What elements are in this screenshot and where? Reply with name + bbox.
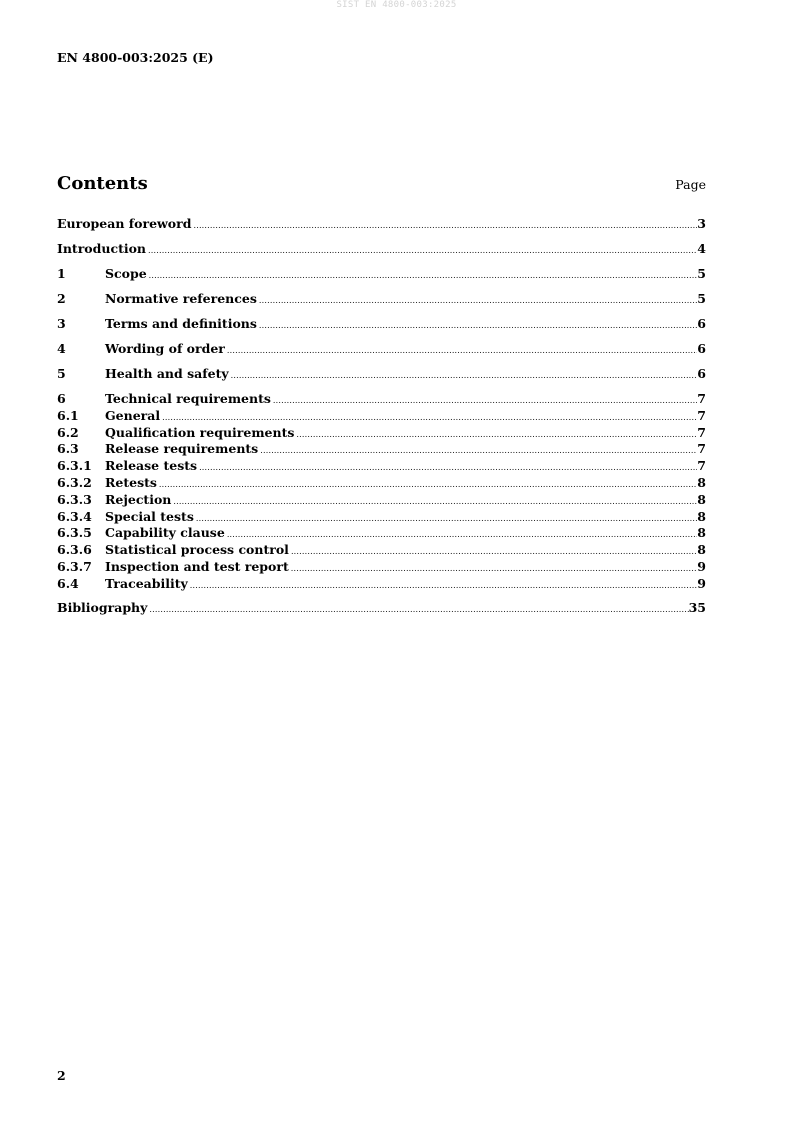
toc-entry-page: 9 xyxy=(697,558,706,574)
toc-entry-title: General xyxy=(105,407,161,423)
toc-entry[interactable] xyxy=(57,216,706,234)
toc-entry[interactable] xyxy=(57,600,706,618)
toc-entry-number: 6.3.2 xyxy=(57,474,92,490)
toc-entry-title: Special tests xyxy=(105,508,194,524)
toc-entry-page: 8 xyxy=(697,508,706,524)
toc-entry[interactable] xyxy=(57,291,706,309)
toc-entry-title: Release requirements xyxy=(105,441,259,457)
toc-entry-title: Qualification requirements xyxy=(105,424,295,440)
toc-entry[interactable] xyxy=(57,341,706,359)
toc-entry-title: Technical requirements xyxy=(105,391,271,406)
toc-entry-page: 7 xyxy=(697,424,706,440)
toc-entry-page: 8 xyxy=(697,542,706,558)
toc-entry-title: Bibliography xyxy=(57,599,148,615)
toc-entry-number: 6.3.7 xyxy=(57,558,92,574)
toc-leader-dots xyxy=(271,396,697,405)
toc-entry-number: 6.3.5 xyxy=(57,525,92,541)
toc-entry-page: 6 xyxy=(697,366,706,381)
toc-entry[interactable] xyxy=(57,441,706,458)
toc-entry-title: Terms and definitions xyxy=(105,316,257,331)
toc-entry-number: 5 xyxy=(57,366,66,381)
toc-leader-dots xyxy=(147,605,688,614)
toc-leader-dots xyxy=(229,371,698,380)
toc-entry-title: Retests xyxy=(105,474,157,490)
toc-entry[interactable] xyxy=(57,525,706,542)
toc-entry[interactable] xyxy=(57,425,706,442)
toc-leader-dots xyxy=(225,346,697,355)
toc-leader-dots xyxy=(258,446,697,455)
toc-entry-title: Release tests xyxy=(105,458,198,474)
toc-entry-page: 7 xyxy=(697,441,706,457)
toc-entry-title: Health and safety xyxy=(105,366,229,381)
toc-entry-title: Wording of order xyxy=(105,341,225,356)
toc-entry[interactable] xyxy=(57,492,706,509)
toc-entry-title: Statistical process control xyxy=(105,542,289,558)
toc-entry-page: 3 xyxy=(697,216,706,231)
toc-leader-dots xyxy=(188,581,698,590)
watermark: SIST EN 4800-003:2025 xyxy=(336,0,457,10)
toc-entry[interactable] xyxy=(57,241,706,259)
toc-entry-number: 2 xyxy=(57,291,66,306)
toc-leader-dots xyxy=(171,497,697,506)
toc-leader-dots xyxy=(160,413,697,422)
toc-leader-dots xyxy=(146,246,697,255)
toc-entry-number: 6.3.4 xyxy=(57,508,92,524)
toc-leader-dots xyxy=(289,564,698,573)
toc-leader-dots xyxy=(257,321,697,330)
toc-entry-number: 6.3.3 xyxy=(57,491,92,507)
table-of-contents xyxy=(57,216,706,618)
toc-entry[interactable] xyxy=(57,542,706,559)
toc-entry-number: 3 xyxy=(57,316,66,331)
toc-entry-number: 6.2 xyxy=(57,424,79,440)
toc-entry-number: 6.3 xyxy=(57,441,79,457)
toc-leader-dots xyxy=(257,296,697,305)
toc-entry-number: 6.3.6 xyxy=(57,542,92,558)
toc-entry[interactable] xyxy=(57,391,706,408)
toc-leader-dots xyxy=(194,514,697,523)
toc-entry[interactable] xyxy=(57,316,706,334)
toc-entry-page: 9 xyxy=(697,575,706,591)
toc-entry[interactable] xyxy=(57,266,706,284)
toc-entry-title: Traceability xyxy=(105,575,188,591)
toc-leader-dots xyxy=(294,430,697,439)
toc-entry-page: 5 xyxy=(697,291,706,306)
toc-leader-dots xyxy=(191,221,697,230)
toc-entry-title: Capability clause xyxy=(105,525,225,541)
page-number: 2 xyxy=(57,1068,66,1083)
toc-entry-number: 6.1 xyxy=(57,407,79,423)
toc-entry-title: Inspection and test report xyxy=(105,558,289,574)
page-column-label: Page xyxy=(675,177,706,192)
document-id-header: EN 4800-003:2025 (E) xyxy=(57,50,214,65)
toc-entry-page: 8 xyxy=(697,474,706,490)
toc-entry[interactable] xyxy=(57,408,706,425)
toc-entry-page: 4 xyxy=(697,241,706,256)
toc-entry-page: 8 xyxy=(697,491,706,507)
toc-leader-dots xyxy=(147,271,698,280)
toc-entry-page: 7 xyxy=(697,391,706,406)
toc-leader-dots xyxy=(225,530,697,539)
toc-entry-number: 6.3.1 xyxy=(57,458,92,474)
toc-entry-number: 1 xyxy=(57,266,66,281)
toc-entry-number: 6 xyxy=(57,391,66,406)
toc-leader-dots xyxy=(289,547,697,556)
toc-entry-number: 6.4 xyxy=(57,575,79,591)
toc-entry-page: 6 xyxy=(697,316,706,331)
toc-entry[interactable] xyxy=(57,366,706,384)
toc-leader-dots xyxy=(197,463,697,472)
toc-entry-page: 6 xyxy=(697,341,706,356)
toc-entry-title: Scope xyxy=(105,266,147,281)
toc-entry[interactable] xyxy=(57,475,706,492)
toc-entry[interactable] xyxy=(57,458,706,475)
toc-entry-page: 7 xyxy=(697,458,706,474)
toc-entry[interactable] xyxy=(57,559,706,576)
toc-entry-page: 7 xyxy=(697,407,706,423)
toc-entry-title: European foreword xyxy=(57,216,192,231)
toc-entry-page: 35 xyxy=(688,599,706,615)
toc-entry-number: 4 xyxy=(57,341,66,356)
toc-leader-dots xyxy=(157,480,697,489)
toc-entry-page: 5 xyxy=(697,266,706,281)
toc-entry-title: Introduction xyxy=(57,241,147,256)
toc-entry[interactable] xyxy=(57,509,706,526)
toc-entry-title: Normative references xyxy=(105,291,257,306)
toc-entry[interactable] xyxy=(57,576,706,593)
contents-title: Contents xyxy=(57,173,148,194)
toc-entry-title: Rejection xyxy=(105,491,172,507)
toc-entry-page: 8 xyxy=(697,525,706,541)
